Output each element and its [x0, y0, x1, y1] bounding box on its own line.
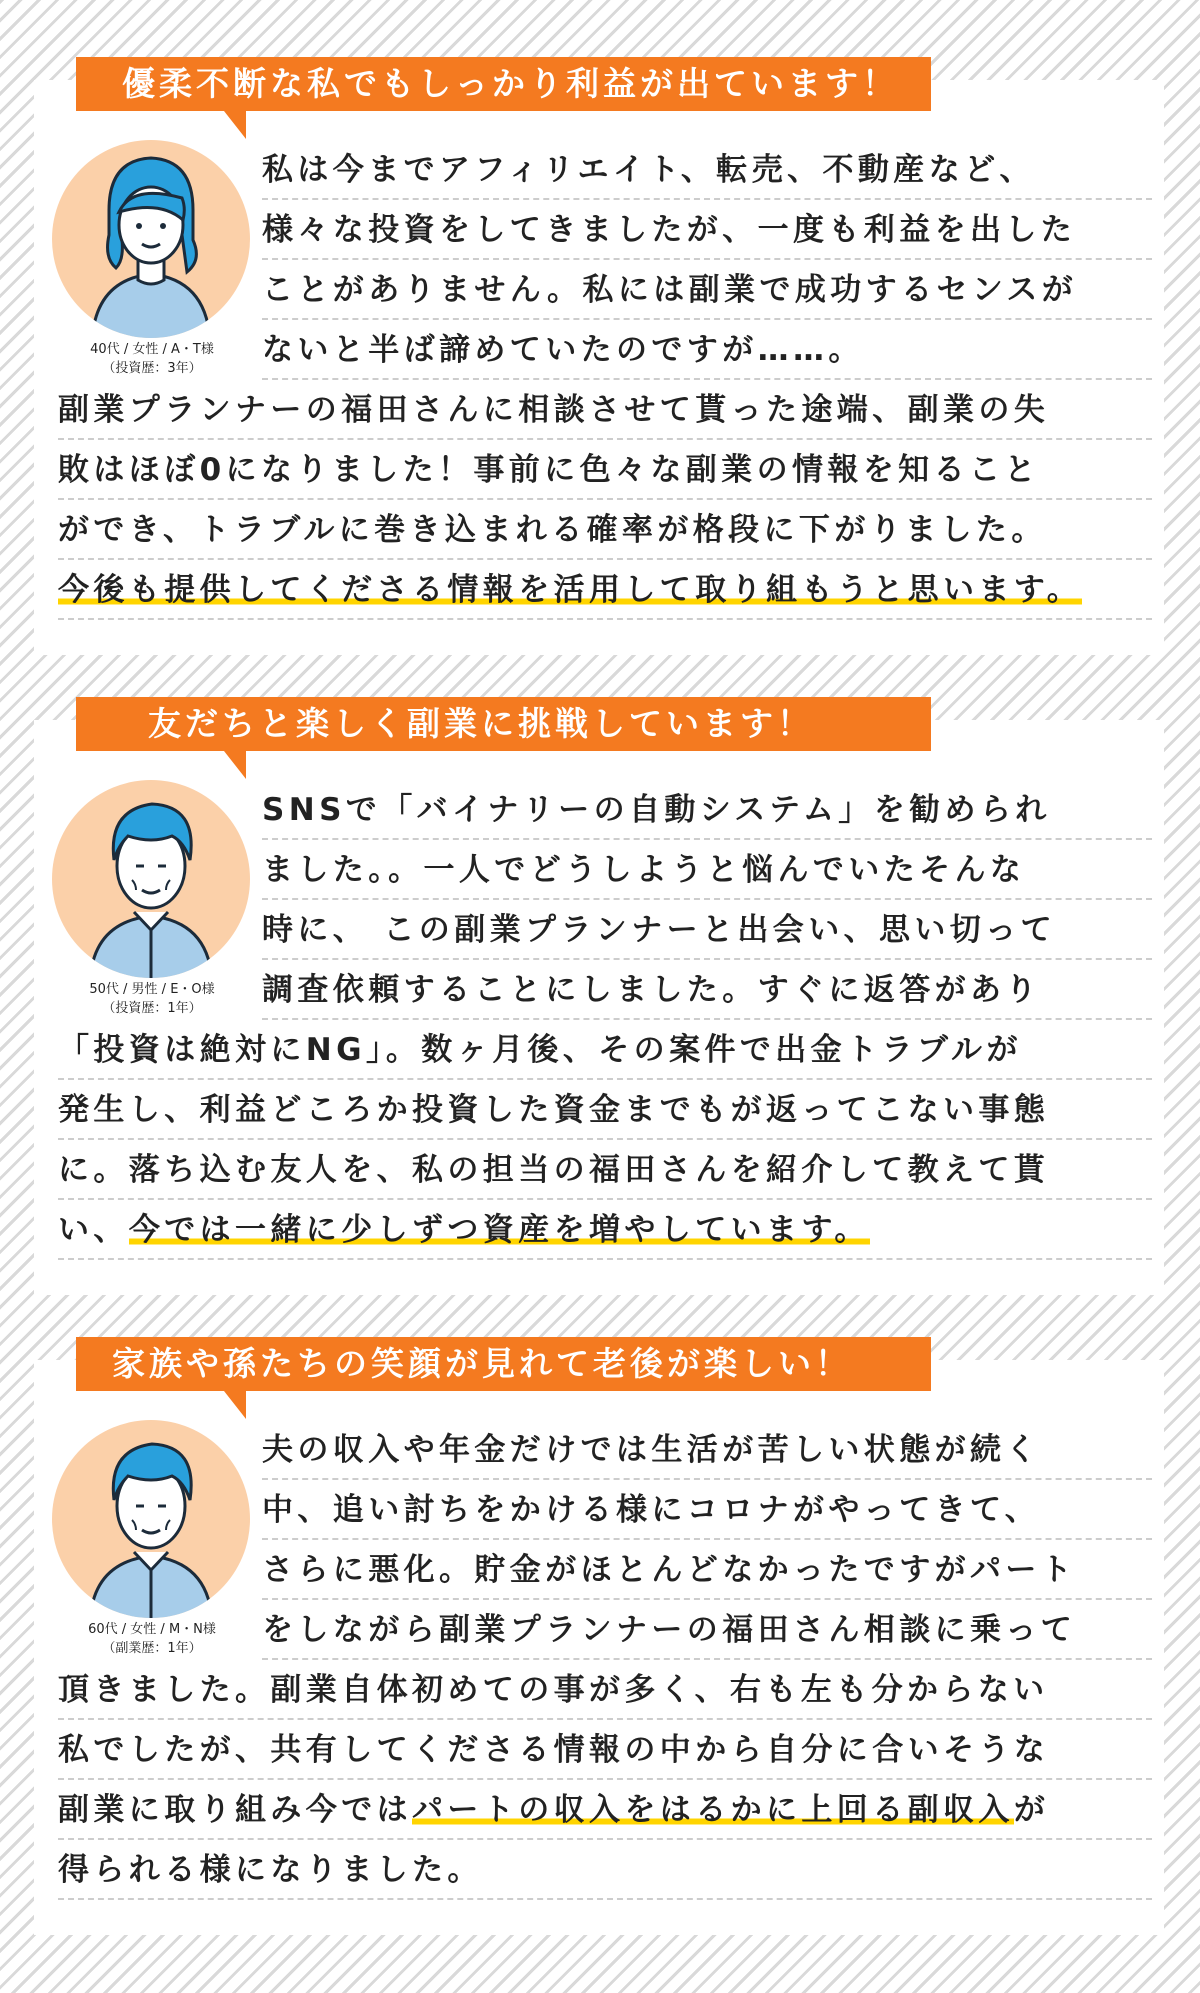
profile-line: 50代 / 男性 / E・O様 [89, 982, 215, 997]
text-line-highlighted [58, 1200, 1152, 1260]
text-line: 調査依頼することにしました。すぐに返答があり [262, 960, 1152, 1020]
text-line: ないと半ば諦めていたのですが……。 [262, 320, 1152, 380]
testimonial-text-side [262, 1420, 1152, 1660]
testimonial-heading-1 [76, 57, 931, 111]
heading-text: 友だちと楽しく副業に挑戦しています！ [148, 704, 814, 743]
plain-text: い、 [58, 1212, 129, 1248]
heading-text: 家族や孫たちの笑顔が見れて老後が楽しい！ [112, 1344, 852, 1383]
testimonial-text-side [262, 140, 1152, 380]
highlight-text: 今では一緒に少しずつ資産を増やしています。 [128, 1212, 870, 1248]
highlight-text: パートの収入をはるかに上回る副収入 [412, 1792, 1014, 1828]
text-line: 私は今までアフィリエイト、転売、不動産など、 [262, 140, 1152, 200]
text-line-highlighted [58, 560, 1152, 620]
testimonial-text-full [58, 1020, 1152, 1260]
profile-line: 60代 / 女性 / M・N様 [88, 1622, 216, 1637]
plain-text: 副業に取り組み今では [58, 1792, 412, 1828]
text-line: 敗はほぼ0になりました！事前に色々な副業の情報を知ること [58, 440, 1152, 500]
profile-years: （副業歴：1年） [102, 1641, 202, 1656]
text-line: SNSで「バイナリーの自動システム」を勧められ [262, 780, 1152, 840]
woman-avatar-icon [52, 140, 250, 338]
testimonial-card-3 [34, 1344, 1164, 1935]
speech-tail [224, 751, 246, 779]
text-line: さらに悪化。貯金がほとんどなかったですがパート [262, 1540, 1152, 1600]
text-line-mixed [58, 1780, 1152, 1840]
man-avatar-icon [52, 780, 250, 978]
testimonial-heading-2 [76, 697, 931, 751]
speech-tail [224, 111, 246, 139]
testimonial-text-full [58, 1660, 1152, 1900]
plain-text: が [1013, 1792, 1050, 1828]
customer-profile [52, 780, 252, 1018]
testimonial-text-full [58, 380, 1152, 620]
text-line: 副業プランナーの福田さんに相談させて貰った途端、副業の失 [58, 380, 1152, 440]
customer-profile [52, 140, 252, 378]
text-line: ことがありません。私には副業で成功するセンスが [262, 260, 1152, 320]
text-line: 夫の収入や年金だけでは生活が苦しい状態が続く [262, 1420, 1152, 1480]
text-line: 発生し、利益どころか投資した資金までもが返ってこない事態 [58, 1080, 1152, 1140]
testimonial-card-2 [34, 704, 1164, 1295]
senior-avatar-icon [52, 1420, 250, 1618]
testimonial-heading-3 [76, 1337, 931, 1391]
customer-profile [52, 1420, 252, 1658]
highlight-text: 今後も提供してくださる情報を活用して取り組もうと思います。 [58, 572, 1083, 608]
speech-tail [224, 1391, 246, 1419]
text-line: 中、追い討ちをかける様にコロナがやってきて、 [262, 1480, 1152, 1540]
text-line: をしながら副業プランナーの福田さん相談に乗って [262, 1600, 1152, 1660]
testimonial-text-side [262, 780, 1152, 1020]
text-line: 「投資は絶対にNG」。数ヶ月後、その案件で出金トラブルが [58, 1020, 1152, 1080]
text-line: 得られる様になりました。 [58, 1840, 1152, 1900]
text-line: 様々な投資をしてきましたが、一度も利益を出した [262, 200, 1152, 260]
text-line: 時に、 この副業プランナーと出会い、思い切って [262, 900, 1152, 960]
testimonial-card-1 [34, 64, 1164, 655]
text-line: ができ、トラブルに巻き込まれる確率が格段に下がりました。 [58, 500, 1152, 560]
profile-years: （投資歴：3年） [102, 361, 202, 376]
text-line: 私でしたが、共有してくださる情報の中から自分に合いそうな [58, 1720, 1152, 1780]
profile-years: （投資歴：1年） [102, 1001, 202, 1016]
heading-text: 優柔不断な私でもしっかり利益が出ています！ [122, 64, 899, 103]
text-line: に。落ち込む友人を、私の担当の福田さんを紹介して教えて貰 [58, 1140, 1152, 1200]
text-line: ました。。一人でどうしようと悩んでいたそんな [262, 840, 1152, 900]
text-line: 頂きました。副業自体初めての事が多く、右も左も分からない [58, 1660, 1152, 1720]
profile-line: 40代 / 女性 / A・T様 [90, 342, 214, 357]
